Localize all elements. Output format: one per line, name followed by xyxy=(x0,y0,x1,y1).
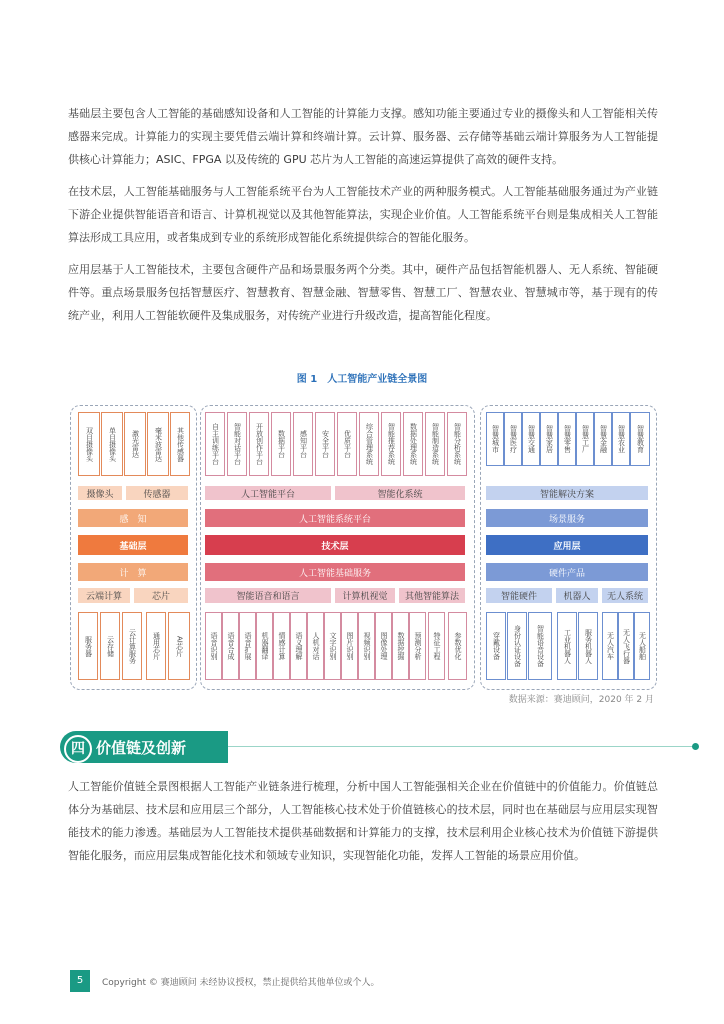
sensor-cell: 其他传感器 xyxy=(170,412,190,476)
platform-cell: 安全平台 xyxy=(315,412,335,476)
hardware-group-unmanned: 无人系统 xyxy=(602,588,648,603)
scene-service-bar: 场景服务 xyxy=(486,509,648,527)
sensor-cell: 双目摄像头 xyxy=(78,412,100,476)
hardware-cell: 智能语音设备 xyxy=(528,612,552,680)
scene-cell: 智慧农业 xyxy=(612,412,630,466)
hardware-cell: 无人船舶 xyxy=(634,612,650,680)
hardware-cell: 工业机器人 xyxy=(557,612,577,680)
application-layer-bar: 应用层 xyxy=(486,535,648,555)
algorithm-cell: 语音扩展 xyxy=(239,612,256,680)
foundation-layer-bar: 基础层 xyxy=(78,535,188,555)
platform-cell: 数据平台 xyxy=(271,412,291,476)
compute-cell: 云计算服务 xyxy=(122,612,142,680)
solution-group: 智能解决方案 xyxy=(486,486,648,500)
sensor-group-camera: 摄像头 xyxy=(78,486,122,500)
platform-cell: 开放创作平台 xyxy=(249,412,269,476)
platform-cell: 自主训练平台 xyxy=(205,412,225,476)
paragraph-application: 应用层基于人工智能技术，主要包含硬件产品和场景服务两个分类。其中，硬件产品包括智能机器人、无人系统、智能硬件等。重点场景服务包括智慧医疗、智慧教育、智慧金融、智慧零售、智慧工厂、智慧农业、智慧城市等，基于现有的传统产业，利用人工智能软硬件及集成服务，对传统产业进行升级改造，提高智能化程度。 xyxy=(68,263,658,322)
scene-cell: 智慧家居 xyxy=(540,412,558,466)
paragraph-foundation: 基础层主要包含人工智能的基础感知设备和人工智能的计算能力支撑。感知功能主要通过专业的摄像头和人工智能相关传感器来完成。计算能力的实现主要凭借云端计算和终端计算。云计算、服务器、云存储等基础云端计算服务为人工智能提供核心计算能力；ASIC、FPGA 以及传统的 GPU 芯片为人工智能的高速运算提供了高效的硬件支持。 xyxy=(68,107,658,166)
platform-cell: 优质平台 xyxy=(337,412,357,476)
algorithm-cell: 语音合成 xyxy=(222,612,239,680)
sensor-cell: 单目摄像头 xyxy=(101,412,123,476)
copyright-text: Copyright © 赛迪顾问 未经协议授权，禁止提供给其他单位或个人。 xyxy=(102,978,380,988)
hardware-group-robot: 机器人 xyxy=(556,588,598,603)
algorithm-cell: 特征工程 xyxy=(428,612,445,680)
algorithm-cell: 参数优化 xyxy=(448,612,467,680)
scene-cell: 智慧城市 xyxy=(486,412,504,466)
scene-cell: 智慧教育 xyxy=(630,412,650,466)
algorithm-cell: 预测分析 xyxy=(409,612,426,680)
hardware-cell: 服务机器人 xyxy=(578,612,598,680)
platform-cell: 智能分析系统 xyxy=(447,412,467,476)
compute-cell: AI芯片 xyxy=(168,612,190,680)
compute-group-chip: 芯片 xyxy=(134,588,188,603)
algorithm-cell: 情感计算 xyxy=(273,612,290,680)
page-number: 5 xyxy=(70,970,90,992)
algorithm-cell: 文字识别 xyxy=(324,612,341,680)
compute-cell: 通用芯片 xyxy=(146,612,166,680)
figure-title: 图 1 人工智能产业链全景图 xyxy=(296,374,428,385)
section-number: 四 xyxy=(64,735,92,763)
scene-cell: 智慧工厂 xyxy=(576,412,594,466)
section-dot xyxy=(692,743,699,750)
compute-group-cloud: 云端计算 xyxy=(78,588,130,603)
hardware-cell: 无人飞行器 xyxy=(618,612,634,680)
hardware-cell: 身份认证设备 xyxy=(507,612,527,680)
algorithm-cell: 语音识别 xyxy=(205,612,222,680)
platform-cell: 智能对话平台 xyxy=(227,412,247,476)
algorithm-cell: 人机对话 xyxy=(307,612,324,680)
algorithm-cell: 语义理解 xyxy=(290,612,307,680)
paragraph-value-chain: 人工智能价值链全景图根据人工智能产业链条进行梳理，分析中国人工智能强相关企业在价值链中的价值能力。价值链总体分为基础层、技术层和应用层三个部分，人工智能核心技术处于价值链核心的技术层，同时也在基础层与应用层实现智能技术的能力渗透。基础层为人工智能技术提供基础数据和计算能力的支撑，技术层利用企业核心技术为价值链下游提供智能化服务，而应用层集成智能化技术和领域专业知识，实现智能化功能，发挥人工智能的场景应用价值。 xyxy=(68,780,658,862)
scene-cell: 智慧金融 xyxy=(594,412,612,466)
service-group-other: 其他智能算法 xyxy=(399,588,465,603)
platform-cell: 综合管理系统 xyxy=(359,412,379,476)
algorithm-cell: 图像处理 xyxy=(375,612,392,680)
system-platform-bar: 人工智能系统平台 xyxy=(205,509,465,527)
platform-cell: 感知平台 xyxy=(293,412,313,476)
platform-cell: 智能推荐系统 xyxy=(381,412,401,476)
system-group: 智能化系统 xyxy=(335,486,465,500)
paragraph-technology: 在技术层，人工智能基础服务与人工智能系统平台为人工智能技术产业的两种服务模式。人工智能基础服务通过为产业链下游企业提供智能语音和语言、计算机视觉以及其他智能算法，实现企业价值。人工智能系统平台则是集成相关人工智能算法形成工具应用，或者集成到专业的系统形成智能化系统提供综合的智能化服务。 xyxy=(68,185,658,244)
base-service-bar: 人工智能基础服务 xyxy=(205,563,465,581)
platform-group: 人工智能平台 xyxy=(205,486,331,500)
sensor-cell: 毫米波雷达 xyxy=(147,412,169,476)
scene-cell: 智慧交通 xyxy=(522,412,540,466)
section-title: 价值链及创新 xyxy=(96,739,187,757)
hardware-cell: 穿戴设备 xyxy=(486,612,506,680)
technology-layer-bar: 技术层 xyxy=(205,535,465,555)
sensor-cell: 激光雷达 xyxy=(124,412,146,476)
algorithm-cell: 视频识别 xyxy=(358,612,375,680)
hardware-group-smart: 智能硬件 xyxy=(486,588,552,603)
perception-bar: 感 知 xyxy=(78,509,188,527)
figure-source: 数据来源：赛迪顾问，2020 年 2 月 xyxy=(508,695,654,705)
compute-bar: 计 算 xyxy=(78,563,188,581)
service-group-voice: 智能语音和语言 xyxy=(205,588,331,603)
hardware-bar: 硬件产品 xyxy=(486,563,648,581)
algorithm-cell: 图片识别 xyxy=(341,612,358,680)
sensor-group-sensor: 传感器 xyxy=(126,486,188,500)
algorithm-cell: 机器翻译 xyxy=(256,612,273,680)
platform-cell: 智能制造系统 xyxy=(425,412,445,476)
section-rule xyxy=(228,746,696,747)
platform-cell: 数据处理系统 xyxy=(403,412,423,476)
scene-cell: 智慧医疗 xyxy=(504,412,522,466)
algorithm-cell: 数据挖掘 xyxy=(392,612,409,680)
compute-cell: 服务器 xyxy=(78,612,98,680)
compute-cell: 云存储 xyxy=(100,612,120,680)
service-group-vision: 计算机视觉 xyxy=(335,588,395,603)
section-heading xyxy=(60,731,680,763)
scene-cell: 智慧零售 xyxy=(558,412,576,466)
hardware-cell: 无人汽车 xyxy=(602,612,618,680)
